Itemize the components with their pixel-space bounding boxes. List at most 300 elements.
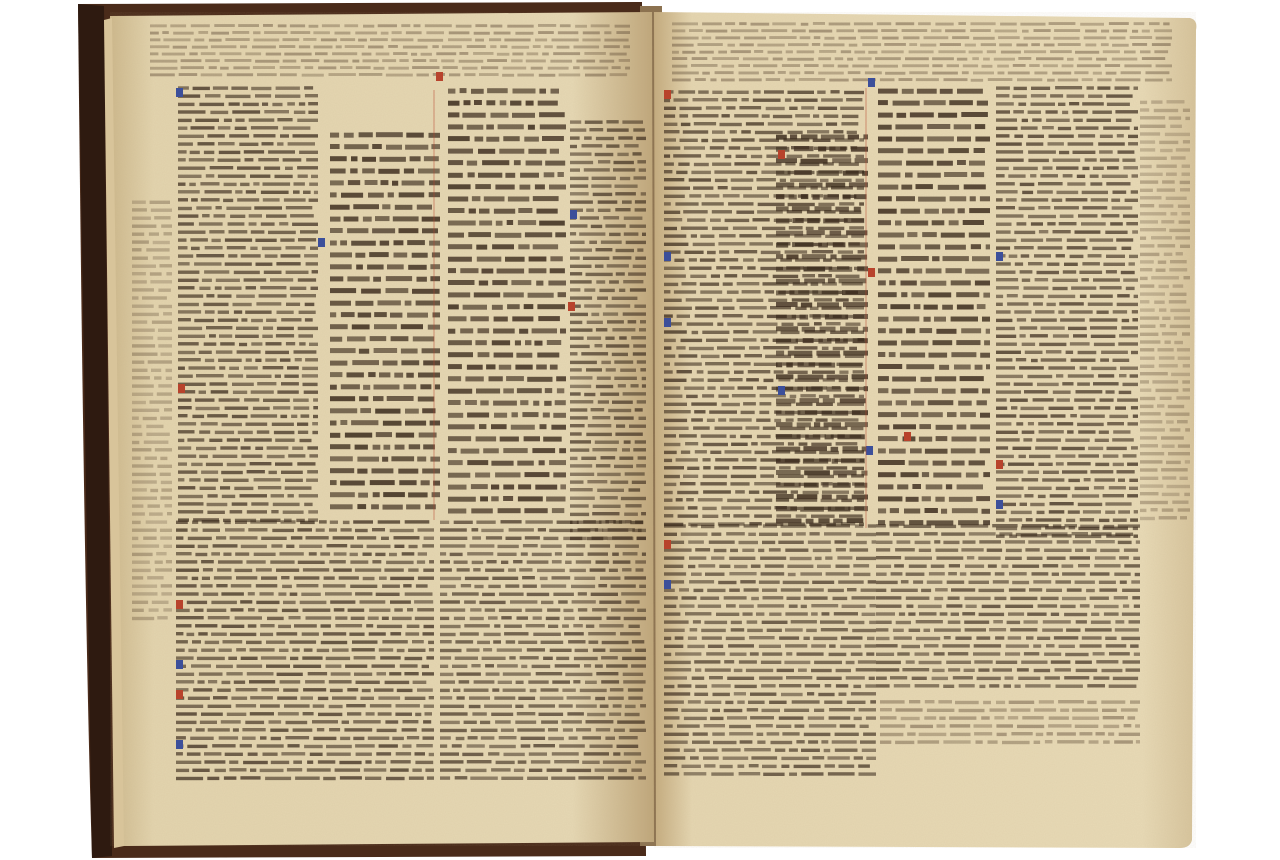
script-word <box>810 524 821 527</box>
script-word <box>1100 358 1109 361</box>
script-word <box>614 465 633 468</box>
script-word <box>797 123 822 126</box>
script-word <box>747 266 755 269</box>
script-word <box>492 244 514 249</box>
script-word <box>596 560 610 563</box>
script-word <box>1076 390 1103 393</box>
script-word <box>689 267 711 270</box>
script-word <box>1182 212 1191 215</box>
script-word <box>161 224 172 227</box>
script-word <box>507 304 520 309</box>
script-word <box>685 442 698 445</box>
script-word <box>754 50 763 53</box>
script-word <box>412 769 421 772</box>
script-word <box>789 226 803 229</box>
script-word <box>996 358 1012 361</box>
script-word <box>721 79 735 82</box>
script-word <box>191 198 198 201</box>
script-word <box>521 744 531 747</box>
script-word <box>190 151 200 154</box>
script-word <box>984 340 990 345</box>
script-word <box>176 656 194 659</box>
script-word <box>1046 110 1058 113</box>
script-word <box>207 511 225 514</box>
script-word <box>860 740 876 743</box>
script-word <box>355 744 375 747</box>
script-word <box>517 461 534 466</box>
script-word <box>829 146 846 151</box>
script-word <box>541 641 564 644</box>
script-word <box>894 564 904 567</box>
script-word <box>265 358 276 361</box>
script-word <box>951 588 975 591</box>
script-word <box>625 713 640 716</box>
script-word <box>303 383 318 386</box>
script-word <box>1099 150 1113 153</box>
script-word <box>891 572 903 575</box>
script-word <box>178 351 195 354</box>
script-word <box>376 53 390 56</box>
script-word <box>1068 479 1080 482</box>
script-word <box>827 387 842 392</box>
script-word <box>606 664 628 667</box>
script-word <box>178 207 192 210</box>
script-word <box>360 697 374 700</box>
script-word <box>1120 367 1138 370</box>
script-word <box>269 720 282 723</box>
script-word <box>701 525 714 528</box>
script-word <box>719 524 740 527</box>
script-word <box>391 38 413 41</box>
script-word <box>1050 494 1068 497</box>
script-word <box>633 448 646 451</box>
script-word <box>946 604 962 607</box>
script-word <box>582 761 600 764</box>
script-word <box>710 717 723 720</box>
script-word <box>925 209 939 214</box>
script-word <box>176 705 203 708</box>
script-word <box>151 369 161 372</box>
script-word <box>1017 668 1029 671</box>
script-word <box>1128 422 1139 425</box>
script-word <box>960 376 984 381</box>
script-word <box>714 466 729 469</box>
script-word <box>1022 343 1035 346</box>
script-word <box>1140 228 1166 231</box>
script-word <box>1074 398 1095 401</box>
script-word <box>293 399 309 402</box>
script-word <box>330 252 352 257</box>
script-word <box>1098 374 1114 377</box>
script-word <box>205 246 223 249</box>
script-word <box>363 25 374 28</box>
script-word <box>492 305 503 310</box>
script-word <box>505 257 525 262</box>
script-word <box>448 316 467 321</box>
script-word <box>308 111 318 114</box>
script-word <box>825 315 848 320</box>
script-word <box>236 688 258 691</box>
script-word <box>856 533 876 536</box>
script-word <box>607 264 629 267</box>
script-word <box>1020 415 1048 418</box>
script-word <box>1062 64 1074 67</box>
script-word <box>1066 519 1075 522</box>
script-word <box>904 509 920 514</box>
script-word <box>283 126 311 129</box>
script-word <box>1047 263 1060 266</box>
script-word <box>878 257 897 262</box>
script-word <box>996 470 1023 473</box>
script-word <box>664 162 674 165</box>
script-word <box>352 360 379 365</box>
script-word <box>945 245 966 250</box>
script-word <box>236 648 246 651</box>
script-word <box>1142 57 1165 60</box>
script-word <box>1023 295 1044 298</box>
script-word <box>906 161 933 166</box>
script-word <box>723 282 733 285</box>
script-word <box>814 709 824 712</box>
script-word <box>824 701 842 704</box>
script-word <box>751 155 762 158</box>
script-word <box>530 689 537 692</box>
script-word <box>934 317 946 322</box>
script-word <box>330 348 356 353</box>
script-word <box>492 688 499 691</box>
script-word <box>534 341 542 346</box>
script-word <box>878 341 897 346</box>
script-word <box>823 154 851 157</box>
script-word <box>132 480 157 483</box>
script-word <box>970 196 976 201</box>
script-word <box>1053 391 1071 394</box>
script-word <box>1166 78 1172 81</box>
script-word <box>935 525 956 528</box>
script-word <box>187 745 207 748</box>
script-word <box>547 608 560 611</box>
script-word <box>448 473 470 478</box>
script-word <box>481 66 498 69</box>
script-word <box>254 553 276 556</box>
script-word <box>454 521 473 524</box>
script-word <box>163 608 172 611</box>
script-word <box>310 247 318 250</box>
script-word <box>211 601 237 604</box>
script-word <box>201 52 216 55</box>
script-word <box>314 191 318 194</box>
script-word <box>461 584 471 587</box>
script-word <box>374 324 397 329</box>
script-word <box>154 376 161 379</box>
script-word <box>1088 95 1102 98</box>
script-word <box>460 328 473 333</box>
script-word <box>996 110 1010 113</box>
script-word <box>855 483 868 488</box>
script-word <box>1133 535 1138 538</box>
script-word <box>236 576 257 579</box>
script-word <box>1057 740 1084 743</box>
script-word <box>477 641 490 644</box>
script-word <box>1024 37 1051 40</box>
script-word <box>146 425 163 428</box>
script-word <box>925 244 940 249</box>
script-word <box>708 371 730 374</box>
script-word <box>608 697 624 700</box>
script-word <box>691 64 718 67</box>
script-word <box>811 604 838 607</box>
script-word <box>449 73 460 76</box>
script-word <box>847 58 853 61</box>
script-word <box>1048 295 1075 298</box>
script-word <box>766 107 785 110</box>
script-word <box>340 66 352 69</box>
script-word <box>570 241 585 244</box>
script-word <box>673 154 701 157</box>
script-word <box>275 462 292 465</box>
script-word <box>240 45 247 48</box>
script-word <box>746 171 757 174</box>
script-word <box>557 46 570 49</box>
script-word <box>556 376 566 381</box>
script-word <box>1062 447 1085 450</box>
script-word <box>1024 390 1048 393</box>
script-word <box>1140 148 1155 151</box>
script-word <box>570 256 580 259</box>
script-word <box>836 29 854 32</box>
script-word <box>882 37 898 40</box>
script-word <box>992 524 1017 527</box>
script-word <box>664 170 672 173</box>
script-word <box>181 59 202 62</box>
script-word <box>948 597 960 600</box>
script-word <box>789 107 797 110</box>
script-word <box>291 31 311 34</box>
script-word <box>516 681 524 684</box>
right-page-texture <box>654 12 1196 848</box>
script-word <box>822 411 849 416</box>
script-word <box>491 485 499 490</box>
script-word <box>464 100 471 105</box>
script-word <box>232 383 254 386</box>
script-word <box>746 669 773 672</box>
script-word <box>356 265 363 270</box>
script-word <box>132 592 158 595</box>
script-word <box>520 656 539 659</box>
script-word <box>582 144 603 147</box>
script-word <box>807 230 825 235</box>
script-word <box>906 660 915 663</box>
script-word <box>1154 109 1178 112</box>
script-word <box>362 53 372 56</box>
script-word <box>448 329 455 334</box>
script-word <box>935 549 958 552</box>
script-word <box>302 74 324 77</box>
script-word <box>935 23 953 26</box>
script-word <box>294 182 305 185</box>
script-word <box>996 127 1018 130</box>
script-word <box>940 612 948 615</box>
script-word <box>330 241 337 246</box>
script-word <box>297 119 318 122</box>
script-word <box>355 32 377 35</box>
script-word <box>297 462 315 465</box>
script-word <box>230 215 245 218</box>
script-word <box>322 24 340 27</box>
script-word <box>1180 516 1187 519</box>
script-word <box>325 592 352 595</box>
script-word <box>612 328 635 331</box>
script-word <box>233 728 239 731</box>
script-word <box>784 709 809 712</box>
script-word <box>352 640 378 643</box>
script-word <box>375 760 386 763</box>
script-word <box>832 158 851 163</box>
script-word <box>664 772 679 775</box>
script-word <box>1180 477 1188 480</box>
script-word <box>205 59 220 62</box>
script-word <box>440 689 450 692</box>
script-word <box>876 532 890 535</box>
script-word <box>821 628 848 631</box>
script-word <box>836 275 860 278</box>
script-word <box>201 649 215 652</box>
script-word <box>402 552 415 555</box>
script-word <box>676 171 687 174</box>
script-word <box>593 505 621 508</box>
script-word <box>1176 148 1190 151</box>
script-word <box>744 147 761 150</box>
script-word <box>996 174 1005 177</box>
script-word <box>357 536 376 539</box>
script-word <box>776 374 793 379</box>
script-word <box>1005 676 1014 679</box>
script-word <box>684 749 696 752</box>
script-word <box>877 22 891 25</box>
script-word <box>1021 198 1048 201</box>
script-word <box>405 301 412 306</box>
script-word <box>878 244 895 249</box>
script-word <box>474 680 495 683</box>
script-word <box>249 680 275 683</box>
script-word <box>1067 239 1086 242</box>
script-word <box>613 256 632 259</box>
script-word <box>858 250 864 253</box>
script-word <box>355 301 373 306</box>
script-word <box>849 347 857 350</box>
script-word <box>813 314 821 319</box>
script-word <box>565 561 572 564</box>
script-word <box>1042 478 1064 481</box>
script-word <box>664 700 684 703</box>
script-word <box>479 281 488 286</box>
script-word <box>601 361 611 364</box>
script-word <box>1132 174 1139 177</box>
script-word <box>614 360 633 363</box>
script-word <box>996 366 1015 369</box>
script-word <box>664 668 691 671</box>
script-word <box>782 533 793 536</box>
script-word <box>729 146 741 149</box>
script-word <box>553 52 580 55</box>
script-word <box>759 411 769 414</box>
script-word <box>228 254 237 257</box>
script-word <box>739 234 761 237</box>
script-word <box>943 740 970 743</box>
script-word <box>1013 167 1038 170</box>
script-word <box>946 661 971 664</box>
script-word <box>250 696 273 699</box>
script-word <box>936 329 956 334</box>
script-word <box>257 430 270 433</box>
script-word <box>1019 207 1035 210</box>
script-word <box>535 39 547 42</box>
script-word <box>913 269 922 274</box>
script-word <box>1073 151 1096 154</box>
script-word <box>664 491 673 494</box>
script-word <box>258 486 281 489</box>
script-word <box>690 275 706 278</box>
script-word <box>431 144 440 149</box>
script-word <box>833 179 852 182</box>
script-word <box>811 669 832 672</box>
script-word <box>731 138 754 141</box>
script-word <box>1140 397 1155 400</box>
script-word <box>204 478 218 481</box>
script-word <box>996 382 1010 385</box>
script-word <box>222 625 245 628</box>
script-word <box>192 640 201 643</box>
script-word <box>975 137 990 142</box>
script-word <box>1157 188 1175 191</box>
script-word <box>1049 135 1074 138</box>
script-word <box>329 728 340 731</box>
script-word <box>1009 701 1034 704</box>
script-word <box>1161 468 1188 471</box>
script-word <box>996 94 1009 97</box>
script-word <box>240 744 252 747</box>
script-word <box>693 114 719 117</box>
script-word <box>689 178 711 181</box>
script-word <box>1004 684 1012 687</box>
script-word <box>523 544 538 547</box>
script-word <box>995 636 1004 639</box>
script-word <box>440 560 450 563</box>
script-word <box>628 272 646 275</box>
script-word <box>1106 72 1117 75</box>
script-word <box>817 171 839 176</box>
script-word <box>608 776 634 779</box>
script-word <box>605 737 615 740</box>
script-word <box>694 660 720 663</box>
script-word <box>578 608 587 611</box>
script-word <box>739 106 761 109</box>
script-word <box>701 434 727 437</box>
script-word <box>858 57 872 60</box>
script-word <box>237 166 261 169</box>
script-word <box>1157 404 1164 407</box>
script-word <box>1007 294 1018 297</box>
script-word <box>383 361 398 366</box>
script-word <box>1085 628 1112 631</box>
script-word <box>1151 236 1172 239</box>
script-word <box>340 420 347 425</box>
script-word <box>839 202 854 205</box>
script-word <box>996 422 1011 425</box>
script-word <box>776 194 784 199</box>
script-word <box>798 669 807 672</box>
script-word <box>158 289 171 292</box>
